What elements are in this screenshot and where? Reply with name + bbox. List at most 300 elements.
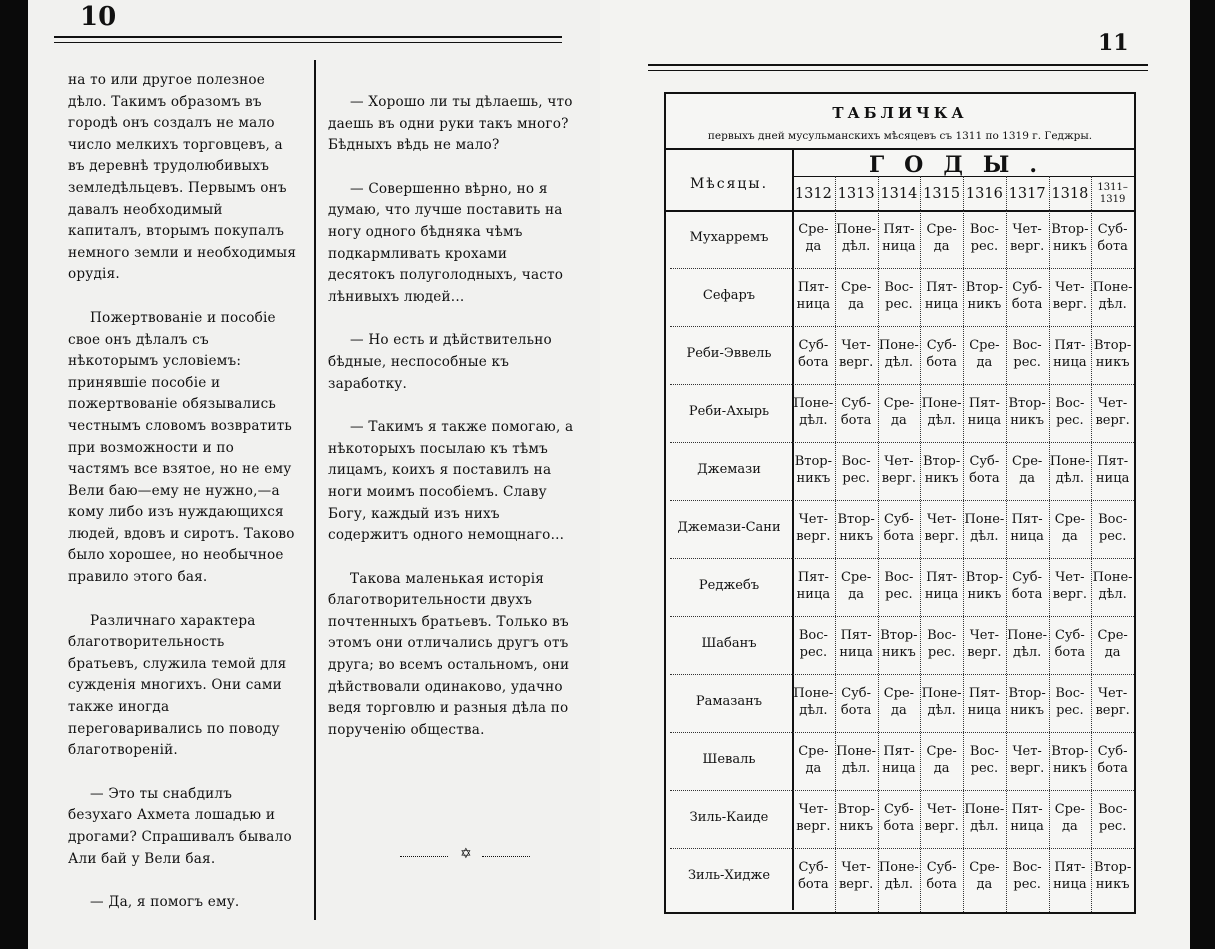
- weekday-part: Пят-: [1097, 454, 1129, 469]
- month-name: Джемази-Сани: [677, 520, 781, 535]
- weekday-cell: [963, 279, 1006, 313]
- weekday-cell: [1049, 395, 1092, 429]
- weekday-cell: [835, 801, 878, 835]
- weekday-part: рес.: [799, 645, 828, 660]
- weekday-part: Поне-: [1007, 628, 1048, 643]
- weekday-cell: [963, 569, 1006, 603]
- weekday-cell: [920, 569, 963, 603]
- weekday-cell: [1006, 569, 1049, 603]
- row-divider: [670, 268, 1134, 269]
- header-rule-right-thin: [648, 70, 1148, 71]
- weekday-cell: [835, 221, 878, 255]
- weekday-cell: [835, 453, 878, 487]
- weekday-part: Сре-: [798, 744, 829, 759]
- weekday-part: Вос-: [969, 222, 999, 237]
- weekday-part: Вос-: [1012, 338, 1042, 353]
- row-divider: [670, 500, 1134, 501]
- weekday-cell: [792, 801, 835, 835]
- weekday-part: Пят-: [840, 628, 872, 643]
- weekday-part: Втор-: [837, 802, 875, 817]
- weekday-cell: [1091, 685, 1134, 719]
- weekday-cell: [1091, 511, 1134, 545]
- weekday-part: бота: [883, 529, 915, 544]
- weekday-cell: [1091, 221, 1134, 255]
- weekday-cell: [963, 453, 1006, 487]
- month-name: Реби-Эввель: [686, 346, 772, 361]
- weekday-part: никъ: [1010, 703, 1044, 718]
- ornament-line-right: [482, 856, 530, 857]
- weekday-part: да: [933, 239, 950, 254]
- weekday-cell: [835, 279, 878, 313]
- weekday-part: никъ: [1053, 761, 1087, 776]
- weekday-part: Суб-: [1012, 570, 1043, 585]
- weekday-part: Сре-: [1054, 512, 1086, 527]
- weekday-cell: [1006, 511, 1049, 545]
- weekday-part: Суб-: [841, 396, 872, 411]
- weekday-part: Сре-: [1011, 454, 1043, 469]
- weekday-part: Сре-: [840, 280, 872, 295]
- weekday-cell: [1091, 743, 1134, 777]
- weekday-part: дѣл.: [970, 529, 999, 544]
- weekday-part: Втор-: [965, 280, 1004, 295]
- text-column-1: [68, 70, 298, 914]
- weekday-part: рес.: [885, 587, 913, 602]
- weekday-part: Сре-: [798, 222, 829, 237]
- weekday-part: верг.: [838, 355, 874, 370]
- ornament-line-left: [400, 856, 448, 857]
- weekday-part: ница: [796, 297, 831, 312]
- weekday-part: ница: [882, 761, 916, 776]
- weekday-part: ница: [1010, 529, 1044, 544]
- weekday-part: бота: [926, 355, 957, 370]
- weekday-cell: [1006, 453, 1049, 487]
- paragraph: Пожертвованіе и пособіе свое онъ дѣлалъ съ нѣкоторымъ условіемъ: принявшіе пособіе и пожертвованіе обязывались честнымъ словомъ возвратить при возможности и по частямъ все взятое, но не ему Вели баю—ему не нужно,—а кому либо изъ нуждающихся людей, вдовъ и сиротъ. Таково было хорошее, но необычное правило этого бая.: [68, 309, 295, 586]
- weekday-part: Поне-: [793, 396, 834, 411]
- weekday-part: дѣл.: [927, 703, 956, 718]
- weekday-part: Вос-: [1055, 686, 1085, 701]
- weekday-cell: [963, 395, 1006, 429]
- weekday-part: никъ: [882, 645, 916, 660]
- weekday-part: Чет-: [1097, 686, 1128, 701]
- weekday-part: Чет-: [1055, 570, 1085, 585]
- weekday-part: дѣл.: [927, 413, 956, 428]
- weekday-part: ница: [1053, 355, 1087, 370]
- weekday-part: ница: [924, 587, 959, 602]
- weekday-part: Втор-: [794, 454, 833, 469]
- weekday-cell: [835, 685, 878, 719]
- weekday-cell: [792, 743, 835, 777]
- weekday-part: Пят-: [968, 396, 1000, 411]
- weekday-cell: [1006, 279, 1049, 313]
- weekday-cell: [920, 453, 963, 487]
- weekday-part: Пят-: [926, 570, 958, 585]
- weekday-part: Поне-: [1092, 570, 1133, 585]
- weekday-cell: [1049, 569, 1092, 603]
- weekday-part: Вос-: [1055, 396, 1085, 411]
- weekday-part: бота: [840, 703, 872, 718]
- weekday-part: рес.: [1013, 877, 1041, 892]
- weekday-part: верг.: [1052, 297, 1088, 312]
- weekday-cell: [920, 801, 963, 835]
- weekday-part: дѣл.: [799, 413, 828, 428]
- weekday-part: Вос-: [841, 454, 871, 469]
- weekday-part: Суб-: [926, 338, 957, 353]
- weekday-part: рес.: [1098, 819, 1127, 834]
- header-rule-right: [648, 64, 1148, 66]
- weekday-part: да: [976, 877, 993, 892]
- weekday-part: дѣл.: [970, 819, 999, 834]
- weekday-part: Поне-: [1092, 280, 1133, 295]
- table-title: ТАБЛИЧКА: [832, 104, 968, 122]
- weekday-part: Суб-: [883, 512, 914, 527]
- weekday-part: ница: [839, 645, 873, 660]
- weekday-cell: [1091, 801, 1134, 835]
- weekday-cell: [963, 685, 1006, 719]
- paragraph: — Совершенно вѣрно, но я думаю, что лучше поставить на ногу одного бѣдняка чѣмъ подкармливать крохами десятокъ полуголодныхъ, часто лѣнивыхъ людей...: [328, 180, 564, 305]
- row-divider: [670, 848, 1134, 849]
- weekday-cell: [963, 859, 1006, 893]
- weekday-cell: [878, 569, 921, 603]
- month-name: Шабанъ: [701, 636, 757, 651]
- weekday-part: Втор-: [922, 454, 961, 469]
- weekday-cell: [1006, 801, 1049, 835]
- month-name: Зиль-Хидже: [687, 868, 771, 883]
- weekday-part: никъ: [839, 819, 873, 834]
- weekday-part: верг.: [924, 529, 959, 544]
- weekday-part: да: [1061, 529, 1078, 544]
- weekday-part: Втор-: [1051, 222, 1089, 237]
- weekday-part: Втор-: [1093, 860, 1132, 875]
- right-page: [600, 0, 1190, 949]
- weekday-part: никъ: [967, 587, 1002, 602]
- weekday-cell: [878, 627, 921, 661]
- row-divider: [670, 616, 1134, 617]
- weekday-part: Вос-: [1098, 512, 1128, 527]
- weekday-cell: [963, 221, 1006, 255]
- weekday-part: дѣл.: [884, 355, 913, 370]
- weekday-part: Сре-: [1054, 802, 1086, 817]
- weekday-part: Пят-: [1011, 512, 1043, 527]
- weekday-part: никъ: [924, 471, 959, 486]
- weekday-part: верг.: [1009, 239, 1045, 254]
- weekday-part: Пят-: [1054, 338, 1086, 353]
- paragraph: Различнаго характера благотворительность братьевъ, служила темой для сужденія многихъ. Они сами также иногда переговаривались по поводу благотвореній.: [68, 612, 287, 759]
- weekday-part: Поне-: [1049, 454, 1090, 469]
- weekday-cell: [835, 627, 878, 661]
- weekday-part: Суб-: [969, 454, 1000, 469]
- weekday-part: ница: [1010, 819, 1044, 834]
- weekday-part: Втор-: [880, 628, 918, 643]
- weekday-part: ница: [796, 587, 831, 602]
- weekday-part: Пят-: [1054, 860, 1086, 875]
- month-name: Шеваль: [702, 752, 756, 767]
- weekday-cell: [1091, 627, 1134, 661]
- weekday-part: Поне-: [836, 744, 877, 759]
- weekday-part: Втор-: [1008, 686, 1046, 701]
- weekday-part: Поне-: [878, 860, 919, 875]
- weekday-cell: [878, 279, 921, 313]
- weekday-cell: [963, 743, 1006, 777]
- year-header: 1311–1319: [1097, 182, 1128, 205]
- weekday-cell: [1006, 685, 1049, 719]
- left-page: [28, 0, 606, 949]
- weekday-part: Суб-: [841, 686, 872, 701]
- weekday-cell: [920, 221, 963, 255]
- weekday-part: дѣл.: [1098, 587, 1127, 602]
- weekday-part: рес.: [885, 297, 913, 312]
- paragraph: — Такимъ я также помогаю, а нѣкоторыхъ посылаю къ тѣмъ лицамъ, коихъ я поставилъ на ноги моимъ пособіемъ. Славу Богу, каждый изъ нихъ содержитъ одного немощнаго...: [328, 419, 574, 544]
- weekday-part: верг.: [1095, 413, 1130, 428]
- weekday-cell: [878, 511, 921, 545]
- weekday-cell: [1091, 453, 1134, 487]
- weekday-cell: [963, 627, 1006, 661]
- weekday-cell: [963, 337, 1006, 371]
- weekday-part: бота: [926, 877, 957, 892]
- weekday-part: Сре-: [840, 570, 872, 585]
- weekday-part: Поне-: [921, 396, 962, 411]
- weekday-part: бота: [1097, 761, 1128, 776]
- paragraph: Такова маленькая исторія благотворительности двухъ почтенныхъ братьевъ. Только въ этомъ они отличались другъ отъ друга; во всемъ остальномъ, они дѣйствовали одинаково, удачно ведя торговлю и разныя дѣла по порученію общества.: [328, 570, 570, 738]
- weekday-cell: [963, 801, 1006, 835]
- weekday-part: бота: [1097, 239, 1128, 254]
- weekday-part: никъ: [1095, 877, 1130, 892]
- month-name: Сефаръ: [702, 288, 756, 303]
- weekday-part: Втор-: [837, 512, 875, 527]
- weekday-part: Вос-: [969, 744, 999, 759]
- weekday-part: верг.: [1009, 761, 1045, 776]
- weekday-cell: [792, 511, 835, 545]
- header-rule-left-thin: [54, 42, 562, 43]
- weekday-part: рес.: [1098, 529, 1127, 544]
- weekday-cell: [1006, 395, 1049, 429]
- weekday-part: Суб-: [1054, 628, 1085, 643]
- weekday-part: да: [933, 761, 950, 776]
- weekday-part: Чет-: [798, 512, 829, 527]
- weekday-cell: [1049, 801, 1092, 835]
- weekday-cell: [835, 395, 878, 429]
- weekday-cell: [835, 743, 878, 777]
- weekday-part: Суб-: [798, 338, 829, 353]
- weekday-part: Чет-: [798, 802, 829, 817]
- weekday-cell: [1049, 221, 1092, 255]
- weekday-cell: [1006, 337, 1049, 371]
- year-header: 1315: [923, 186, 961, 202]
- weekday-part: рес.: [970, 761, 999, 776]
- months-header: Мѣсяцы.: [689, 176, 769, 192]
- weekday-part: Вос-: [884, 570, 914, 585]
- weekday-cell: [920, 337, 963, 371]
- weekday-part: бота: [883, 819, 915, 834]
- weekday-part: верг.: [1052, 587, 1088, 602]
- paragraph: — Это ты снабдилъ безухаго Ахмета лошадью и дрогами? Спрашивалъ бывало Али бай у Вели бая.: [68, 785, 292, 867]
- weekday-part: Чет-: [841, 338, 871, 353]
- weekday-cell: [1049, 453, 1092, 487]
- weekday-part: Чет-: [1012, 744, 1042, 759]
- weekday-part: никъ: [796, 471, 831, 486]
- weekday-part: Суб-: [926, 860, 957, 875]
- weekday-part: Пят-: [797, 570, 829, 585]
- weekday-part: Вос-: [927, 628, 957, 643]
- weekday-cell: [920, 511, 963, 545]
- month-name: Реби-Ахырь: [688, 404, 770, 419]
- weekday-part: никъ: [967, 297, 1002, 312]
- weekday-cell: [878, 337, 921, 371]
- weekday-part: Чет-: [1012, 222, 1042, 237]
- weekday-part: Чет-: [841, 860, 871, 875]
- year-header: 1312: [794, 186, 832, 202]
- weekday-cell: [792, 221, 835, 255]
- weekday-part: Поне-: [964, 512, 1005, 527]
- table-subtitle: первыхъ дней мусульманскихъ мѣсяцевъ съ 1311 по 1319 г. Геджры.: [707, 130, 1093, 142]
- weekday-cell: [1049, 627, 1092, 661]
- weekday-part: бота: [798, 355, 829, 370]
- weekday-cell: [1091, 337, 1134, 371]
- weekday-cell: [1049, 859, 1092, 893]
- column-divider: [314, 60, 316, 920]
- weekday-part: Поне-: [836, 222, 877, 237]
- weekday-cell: [1091, 859, 1134, 893]
- weekday-cell: [835, 337, 878, 371]
- weekday-part: рес.: [1056, 413, 1084, 428]
- paragraph: — Да, я помогъ ему.: [90, 894, 240, 911]
- row-divider: [670, 442, 1134, 443]
- weekday-part: Суб-: [1097, 744, 1128, 759]
- weekday-part: рес.: [970, 239, 999, 254]
- weekday-part: Пят-: [968, 686, 1000, 701]
- page-number-right: 11: [1098, 30, 1129, 56]
- weekday-part: Сре-: [969, 338, 1000, 353]
- weekday-part: верг.: [796, 529, 831, 544]
- weekday-cell: [792, 395, 835, 429]
- weekday-part: да: [890, 703, 907, 718]
- month-name: Джемази: [697, 462, 761, 477]
- weekday-part: Сре-: [1097, 628, 1128, 643]
- weekday-part: никъ: [1053, 239, 1087, 254]
- weekday-part: дѣл.: [1098, 297, 1127, 312]
- year-header: 1316: [965, 186, 1003, 202]
- weekday-part: Суб-: [798, 860, 829, 875]
- weekday-part: дѣл.: [1055, 471, 1084, 486]
- calendar-table: [664, 92, 1136, 914]
- weekday-part: никъ: [1095, 355, 1130, 370]
- weekday-part: да: [1061, 819, 1078, 834]
- paragraph: на то или другое полезное дѣло. Такимъ образомъ въ городѣ онъ создалъ не мало число мелкихъ торговцевъ, а въ деревнѣ трудолюбивыхъ земледѣльцевъ. Первымъ онъ давалъ необходимый капиталъ, вторымъ покупалъ немного земли и необходимыя орудія.: [68, 72, 297, 283]
- weekday-part: ница: [1095, 471, 1130, 486]
- weekday-part: да: [848, 297, 864, 312]
- row-divider: [670, 674, 1134, 675]
- weekday-part: верг.: [1095, 703, 1130, 718]
- weekday-part: верг.: [881, 471, 917, 486]
- weekday-cell: [792, 627, 835, 661]
- weekday-part: ница: [924, 297, 959, 312]
- weekday-part: Чет-: [1055, 280, 1085, 295]
- weekday-part: верг.: [924, 819, 959, 834]
- paragraph: — Хорошо ли ты дѣлаешь, что даешь въ одни руки такъ много? Бѣдныхъ вѣдь не мало?: [328, 94, 573, 154]
- weekday-part: Чет-: [884, 454, 914, 469]
- weekday-part: Поне-: [878, 338, 919, 353]
- weekday-cell: [1049, 511, 1092, 545]
- weekday-cell: [878, 743, 921, 777]
- weekday-cell: [1006, 627, 1049, 661]
- weekday-part: Чет-: [926, 802, 957, 817]
- month-name: Мухарремъ: [689, 230, 769, 245]
- weekday-part: рес.: [1056, 703, 1084, 718]
- row-divider: [670, 558, 1134, 559]
- weekday-part: Сре-: [926, 744, 957, 759]
- weekday-cell: [835, 859, 878, 893]
- weekday-cell: [878, 685, 921, 719]
- weekday-part: Пят-: [797, 280, 829, 295]
- year-header: 1317: [1008, 186, 1046, 202]
- weekday-cell: [835, 511, 878, 545]
- weekday-part: да: [805, 239, 822, 254]
- weekday-part: верг.: [838, 877, 874, 892]
- weekday-part: Суб-: [883, 802, 914, 817]
- weekday-part: рес.: [842, 471, 870, 486]
- row-divider: [670, 790, 1134, 791]
- weekday-part: Втор-: [1051, 744, 1089, 759]
- weekday-cell: [1049, 743, 1092, 777]
- weekday-part: да: [890, 413, 907, 428]
- weekday-cell: [878, 221, 921, 255]
- years-header: ГОДЫ.: [868, 152, 1057, 178]
- weekday-part: Чет-: [1097, 396, 1128, 411]
- weekday-part: Поне-: [921, 686, 962, 701]
- weekday-part: дѣл.: [884, 877, 913, 892]
- weekday-part: да: [805, 761, 822, 776]
- weekday-cell: [920, 685, 963, 719]
- weekday-cell: [792, 337, 835, 371]
- weekday-part: Вос-: [798, 628, 828, 643]
- weekday-part: дѣл.: [842, 239, 871, 254]
- weekday-part: Пят-: [883, 744, 915, 759]
- paragraph: — Но есть и дѣйствительно бѣдные, неспособные къ заработку.: [328, 332, 552, 392]
- row-divider: [670, 326, 1134, 327]
- weekday-cell: [878, 453, 921, 487]
- weekday-cell: [792, 569, 835, 603]
- month-name: Рамазанъ: [695, 694, 763, 709]
- weekday-cell: [792, 859, 835, 893]
- weekday-cell: [1006, 221, 1049, 255]
- year-header: 1313: [837, 186, 875, 202]
- weekday-part: да: [1104, 645, 1121, 660]
- weekday-part: Пят-: [926, 280, 958, 295]
- weekday-cell: [1091, 569, 1134, 603]
- weekday-part: Сре-: [926, 222, 957, 237]
- weekday-part: да: [1019, 471, 1035, 486]
- weekday-part: да: [848, 587, 864, 602]
- weekday-cell: [1091, 279, 1134, 313]
- weekday-cell: [1091, 395, 1134, 429]
- weekday-cell: [1049, 685, 1092, 719]
- weekday-part: рес.: [927, 645, 956, 660]
- weekday-cell: [792, 685, 835, 719]
- weekday-part: бота: [1011, 297, 1043, 312]
- weekday-part: ница: [1053, 877, 1087, 892]
- weekday-cell: [920, 395, 963, 429]
- weekday-cell: [878, 395, 921, 429]
- weekday-part: дѣл.: [1013, 645, 1042, 660]
- weekday-part: Сре-: [883, 396, 915, 411]
- weekday-cell: [792, 453, 835, 487]
- weekday-part: Втор-: [1093, 338, 1132, 353]
- weekday-cell: [1049, 279, 1092, 313]
- end-ornament: ✡: [460, 846, 472, 862]
- weekday-cell: [1006, 743, 1049, 777]
- weekday-cell: [963, 511, 1006, 545]
- header-bottom-rule: [666, 210, 1134, 212]
- weekday-part: Вос-: [884, 280, 914, 295]
